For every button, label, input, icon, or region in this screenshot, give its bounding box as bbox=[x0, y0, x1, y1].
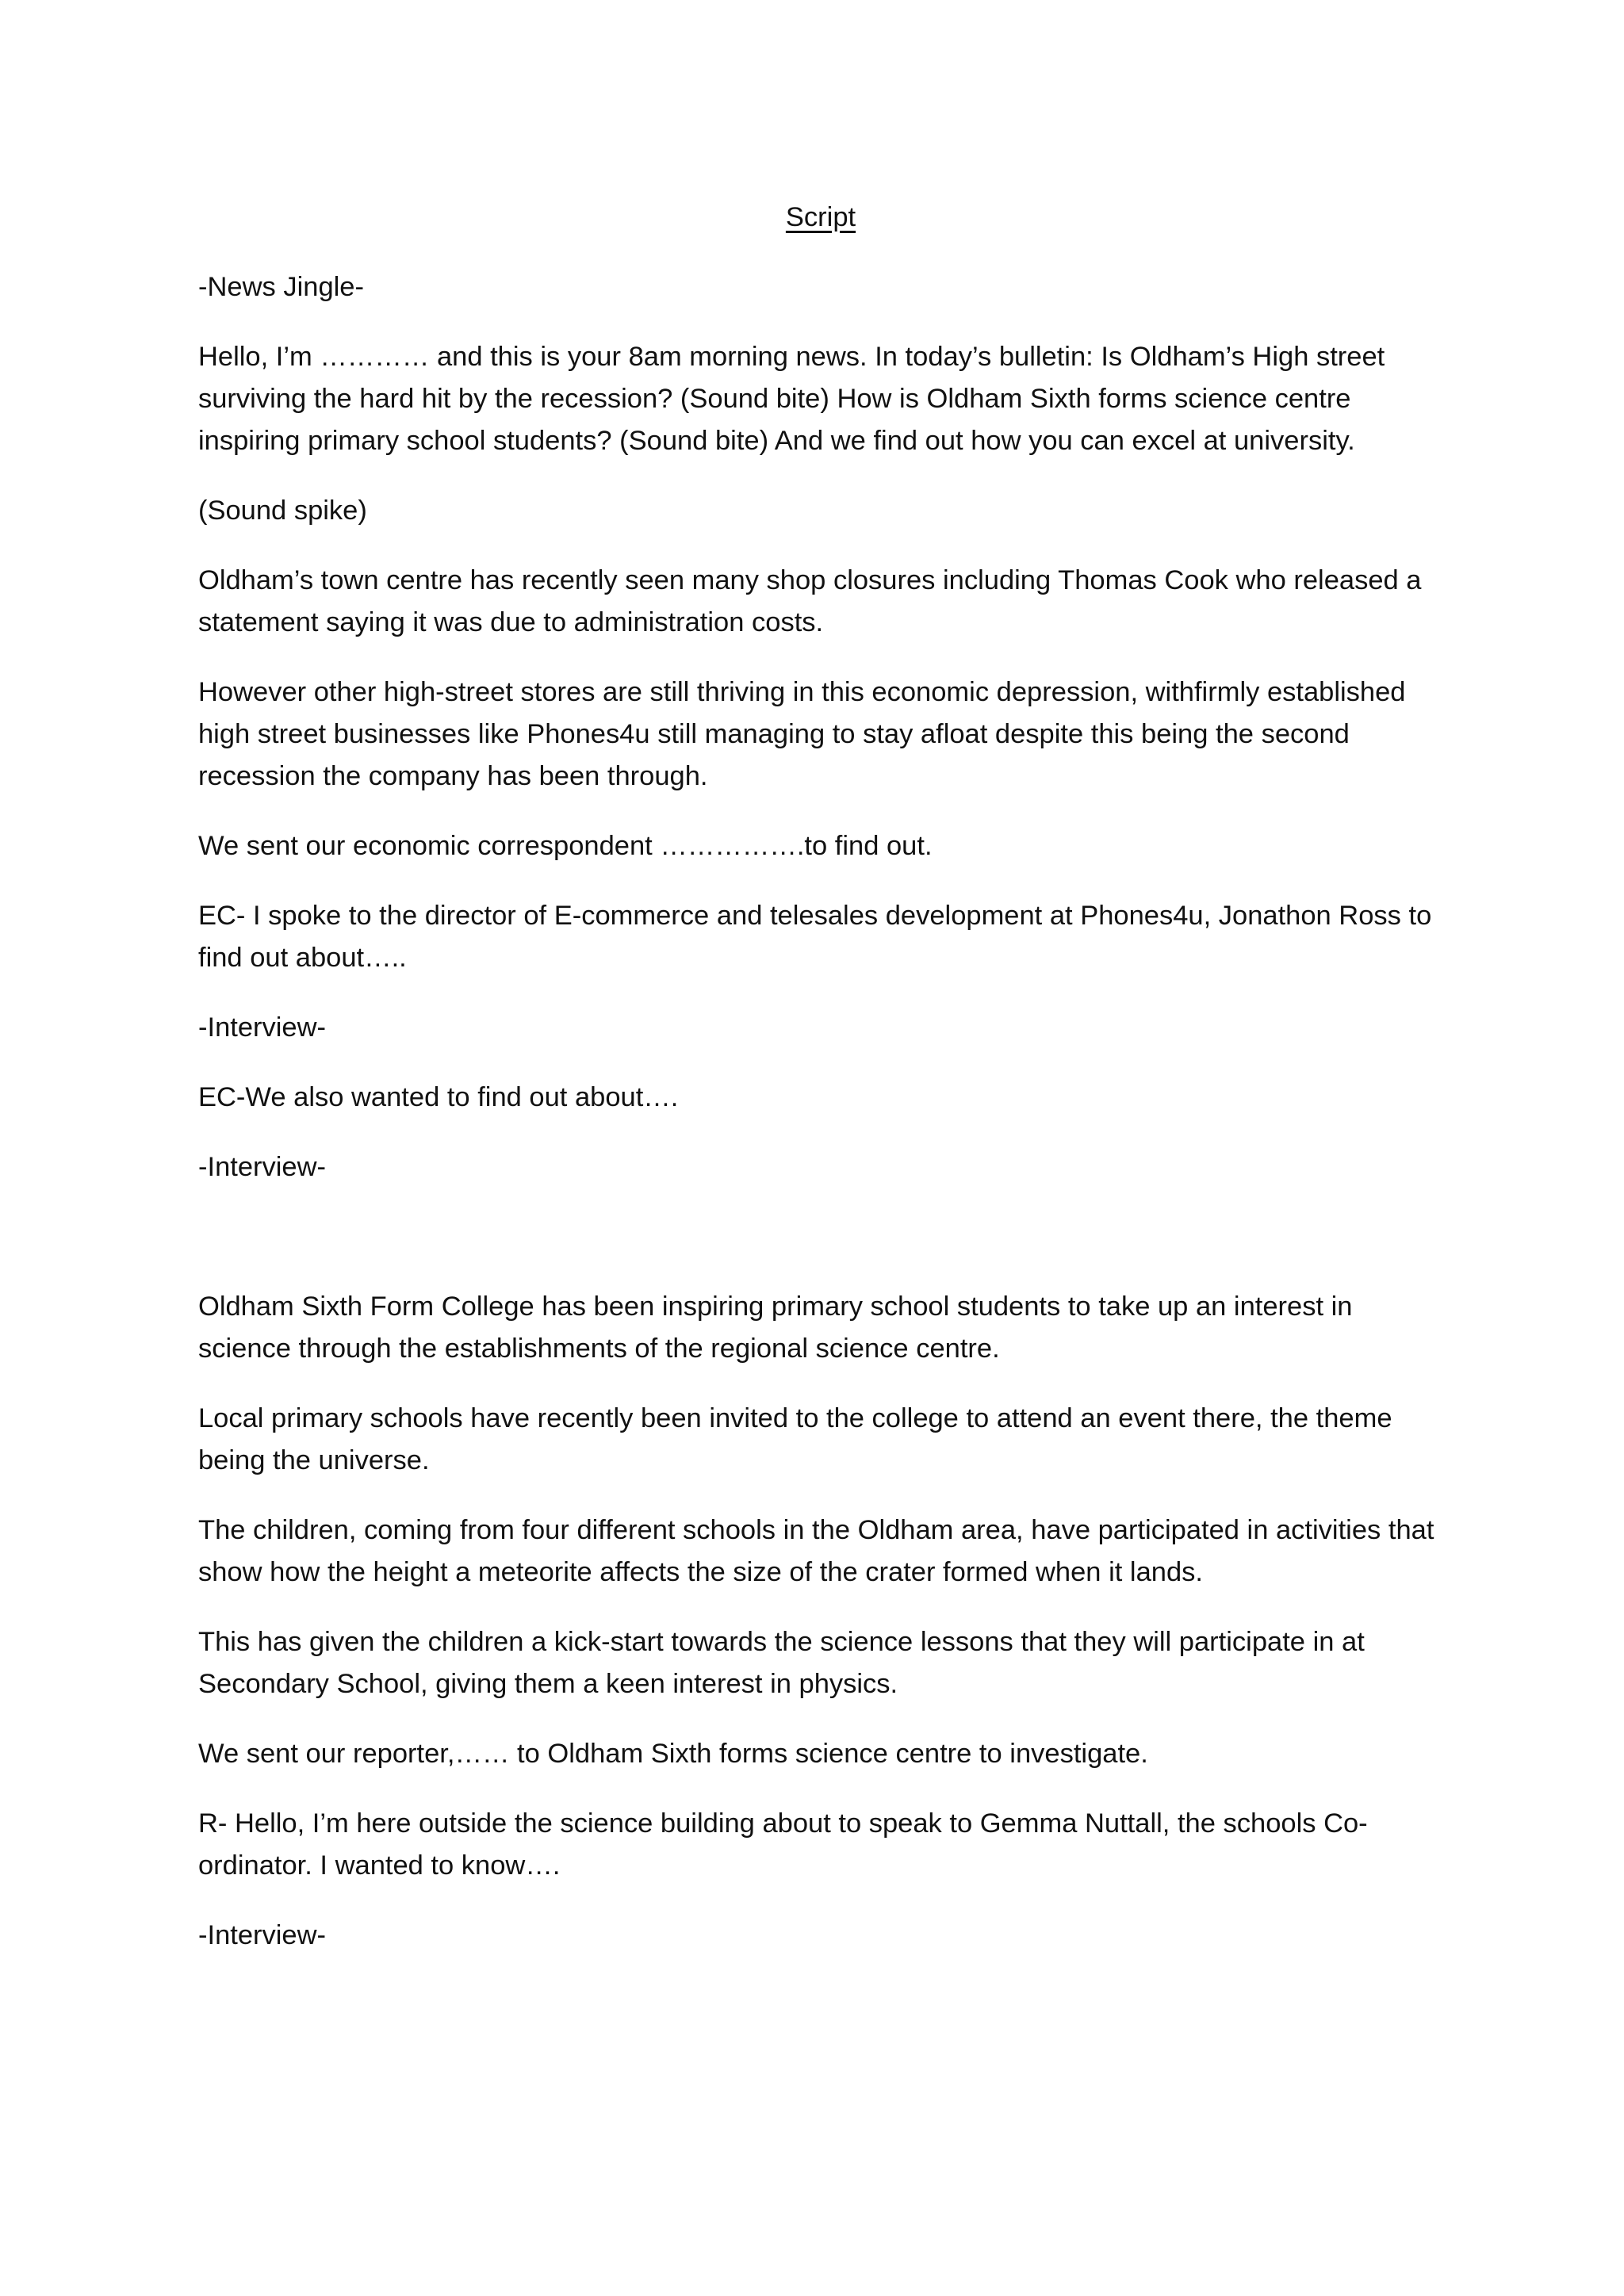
paragraph-high-street: However other high-street stores are still thriving in this economic depression, withfirmly established high street businesses like Phones4u still managing to stay afloat despite this being the second recession the company has been through. bbox=[198, 677, 1406, 791]
paragraph-news-jingle: -News Jingle- bbox=[198, 272, 364, 302]
paragraph-interview-3: -Interview- bbox=[198, 1920, 327, 1950]
paragraph-intro: Hello, I’m ………… and this is your 8am morning news. In today’s bulletin: Is Oldham’s High street surviving the hard hit by the recession? (Sound bite) How is Oldham Sixth forms science centre inspiring primary school students? (Sound bite) And we find out how you can excel at university. bbox=[198, 342, 1385, 456]
document-body bbox=[198, 197, 1443, 1984]
paragraph-children-activities: The children, coming from four different schools in the Oldham area, have participated in activities that show how the height a meteorite affects the size of the crater formed when it lands. bbox=[198, 1515, 1434, 1587]
paragraph-college: Oldham Sixth Form College has been inspiring primary school students to take up an interest in science through the establishments of the regional science centre. bbox=[198, 1292, 1353, 1364]
paragraph-correspondent: We sent our economic correspondent …………….to find out. bbox=[198, 831, 933, 861]
paragraph-interview-1: -Interview- bbox=[198, 1012, 327, 1043]
document-title: Script bbox=[785, 202, 856, 232]
paragraph-sound-spike: (Sound spike) bbox=[198, 496, 367, 526]
paragraph-ec-also: EC-We also wanted to find out about…. bbox=[198, 1082, 679, 1112]
paragraph-r-hello: R- Hello, I’m here outside the science building about to speak to Gemma Nuttall, the schools Co-ordinator. I wanted to know…. bbox=[198, 1808, 1368, 1881]
paragraph-town-centre: Oldham’s town centre has recently seen many shop closures including Thomas Cook who released a statement saying it was due to administration costs. bbox=[198, 565, 1422, 637]
section-spacer bbox=[198, 1216, 1443, 1286]
paragraph-reporter: We sent our reporter,…… to Oldham Sixth forms science centre to investigate. bbox=[198, 1739, 1148, 1769]
paragraph-kick-start: This has given the children a kick-start towards the science lessons that they will participate in at Secondary School, giving them a keen interest in physics. bbox=[198, 1627, 1365, 1699]
paragraph-primary-schools: Local primary schools have recently been invited to the college to attend an event there, the theme being the universe. bbox=[198, 1403, 1392, 1475]
paragraph-ec-director: EC- I spoke to the director of E-commerce and telesales development at Phones4u, Jonathon Ross to find out about….. bbox=[198, 901, 1432, 973]
paragraph-interview-2: -Interview- bbox=[198, 1152, 327, 1182]
